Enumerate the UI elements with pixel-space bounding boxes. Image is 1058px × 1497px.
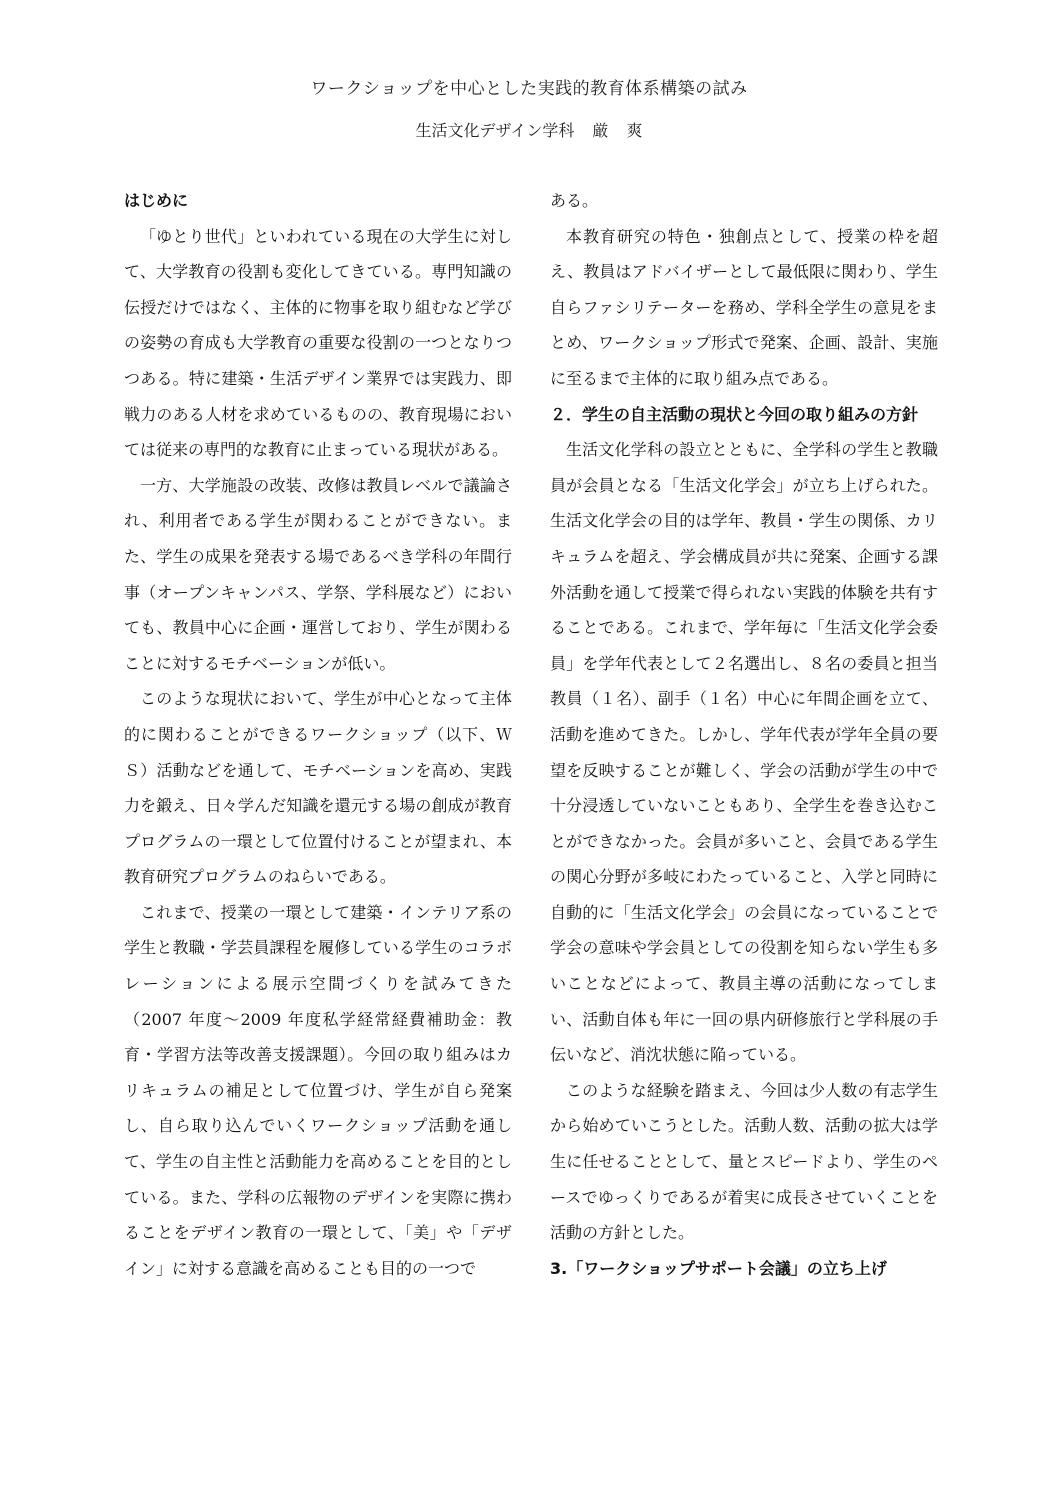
body-paragraph: このような経験を踏まえ、今回は少人数の有志学生から始めていこうとした。活動人数、活動の拡大は学生に任せることとして、量とスピードより、学生のペースでゆっくりであるが着実に成長させていくことを活動の方針とした。	[550, 1080, 938, 1243]
author-given-name: 爽	[626, 121, 643, 140]
section-heading-introduction: はじめに	[124, 191, 189, 210]
right-column	[550, 183, 938, 1286]
body-paragraph: 「ゆとり世代」といわれている現在の大学生に対して、大学教育の役割も変化してきている。専門知識の伝授だけではなく、主体的に物事を取り組むなど学びの姿勢の育成も大学教育の重要な役割の一つとなりつつある。特に建築・生活デザイン業界では実践力、即戦力のある人材を求めているものの、教育現場においては従来の専門的な教育に止まっている現状がある。	[124, 226, 512, 460]
left-column	[124, 183, 512, 1286]
body-paragraph: 生活文化学科の設立とともに、全学科の学生と教職員が会員となる「生活文化学会」が立ち上げられた。生活文化学会の目的は学年、教員・学生の関係、カリキュラムを超え、学会構成員が共に発案、企画する課外活動を通して授業で得られない実践的体験を共有することである。これまで、学年毎に「生活文化学会委員」を学年代表として２名選出し、８名の委員と担当教員（１名）、副手（１名）中心に年間企画を立て、活動を進めてきた。しかし、学年代表が学年全員の要望を反映することが難しく、学会の活動が学生の中で十分浸透していないこともあり、全学生を巻き込むことができなかった。会員が多いこと、会員である学生の関心分野が多岐にわたっていること、入学と同時に自動的に「生活文化学会」の会員になっていることで学会の意味や学会員としての役割を知らない学生も多いことなどによって、教員主導の活動になってしまい、活動自体も年に一回の県内研修旅行と学科展の手伝いなど、消沈状態に陥っている。	[550, 440, 938, 1065]
body-paragraph: 本教育研究の特色・独創点として、授業の枠を超え、教員はアドバイザーとして最低限に関わり、学生自らファシリテーターを務め、学科全学生の意見をまとめ、ワークショップ形式で発案、企画、設計、実施に至るまで主体的に取り組み点である。	[550, 226, 938, 388]
author-family-name: 厳	[592, 121, 609, 140]
body-paragraph-continuation: ある。	[550, 191, 599, 210]
body-paragraph: これまで、授業の一環として建築・インテリア系の学生と教職・学芸員課程を履修している学生のコラボレーションによる展示空間づくりを試みてきた（2007 年度～2009 年度私学経常経費補助金：教育・学習方法等改善支援課題）。今回の取り組みはカリキュラムの補足として位置づけ、学生が自ら発案し、自ら取り込んでいくワークショップ活動を通して、学生の自主性と活動能力を高めることを目的としている。また、学科の広報物のデザインを実際に携わることをデザイン教育の一環として、「美」や「デザイン」に対する意識を高めることも目的の一つで	[124, 902, 512, 1278]
author-line	[0, 118, 1058, 141]
body-paragraph: このような現状において、学生が中心となって主体的に関わることができるワークショップ（以下、ＷＳ）活動などを通して、モチベーションを高め、実践力を鍛え、日々学んだ知識を還元する場の創成が教育プログラムの一環として位置付けることが望まれ、本教育研究プログラムのねらいである。	[124, 689, 512, 887]
section-heading-2: ２．学生の自主活動の現状と今回の取り組みの方針	[550, 404, 919, 424]
author-department: 生活文化デザイン学科	[415, 121, 575, 140]
section-heading-3: 3.「ワークショップサポート会議」の立ち上げ	[550, 1258, 887, 1278]
paper-title: ワークショップを中心とした実践的教育体系構築の試み	[310, 79, 748, 99]
body-paragraph: 一方、大学施設の改装、改修は教員レベルで議論され、利用者である学生が関わることができない。また、学生の成果を発表する場であるべき学科の年間行事（オープンキャンパス、学祭、学科展など）においても、教員中心に企画・運営しており、学生が関わることに対するモチベーションが低い。	[124, 475, 512, 673]
